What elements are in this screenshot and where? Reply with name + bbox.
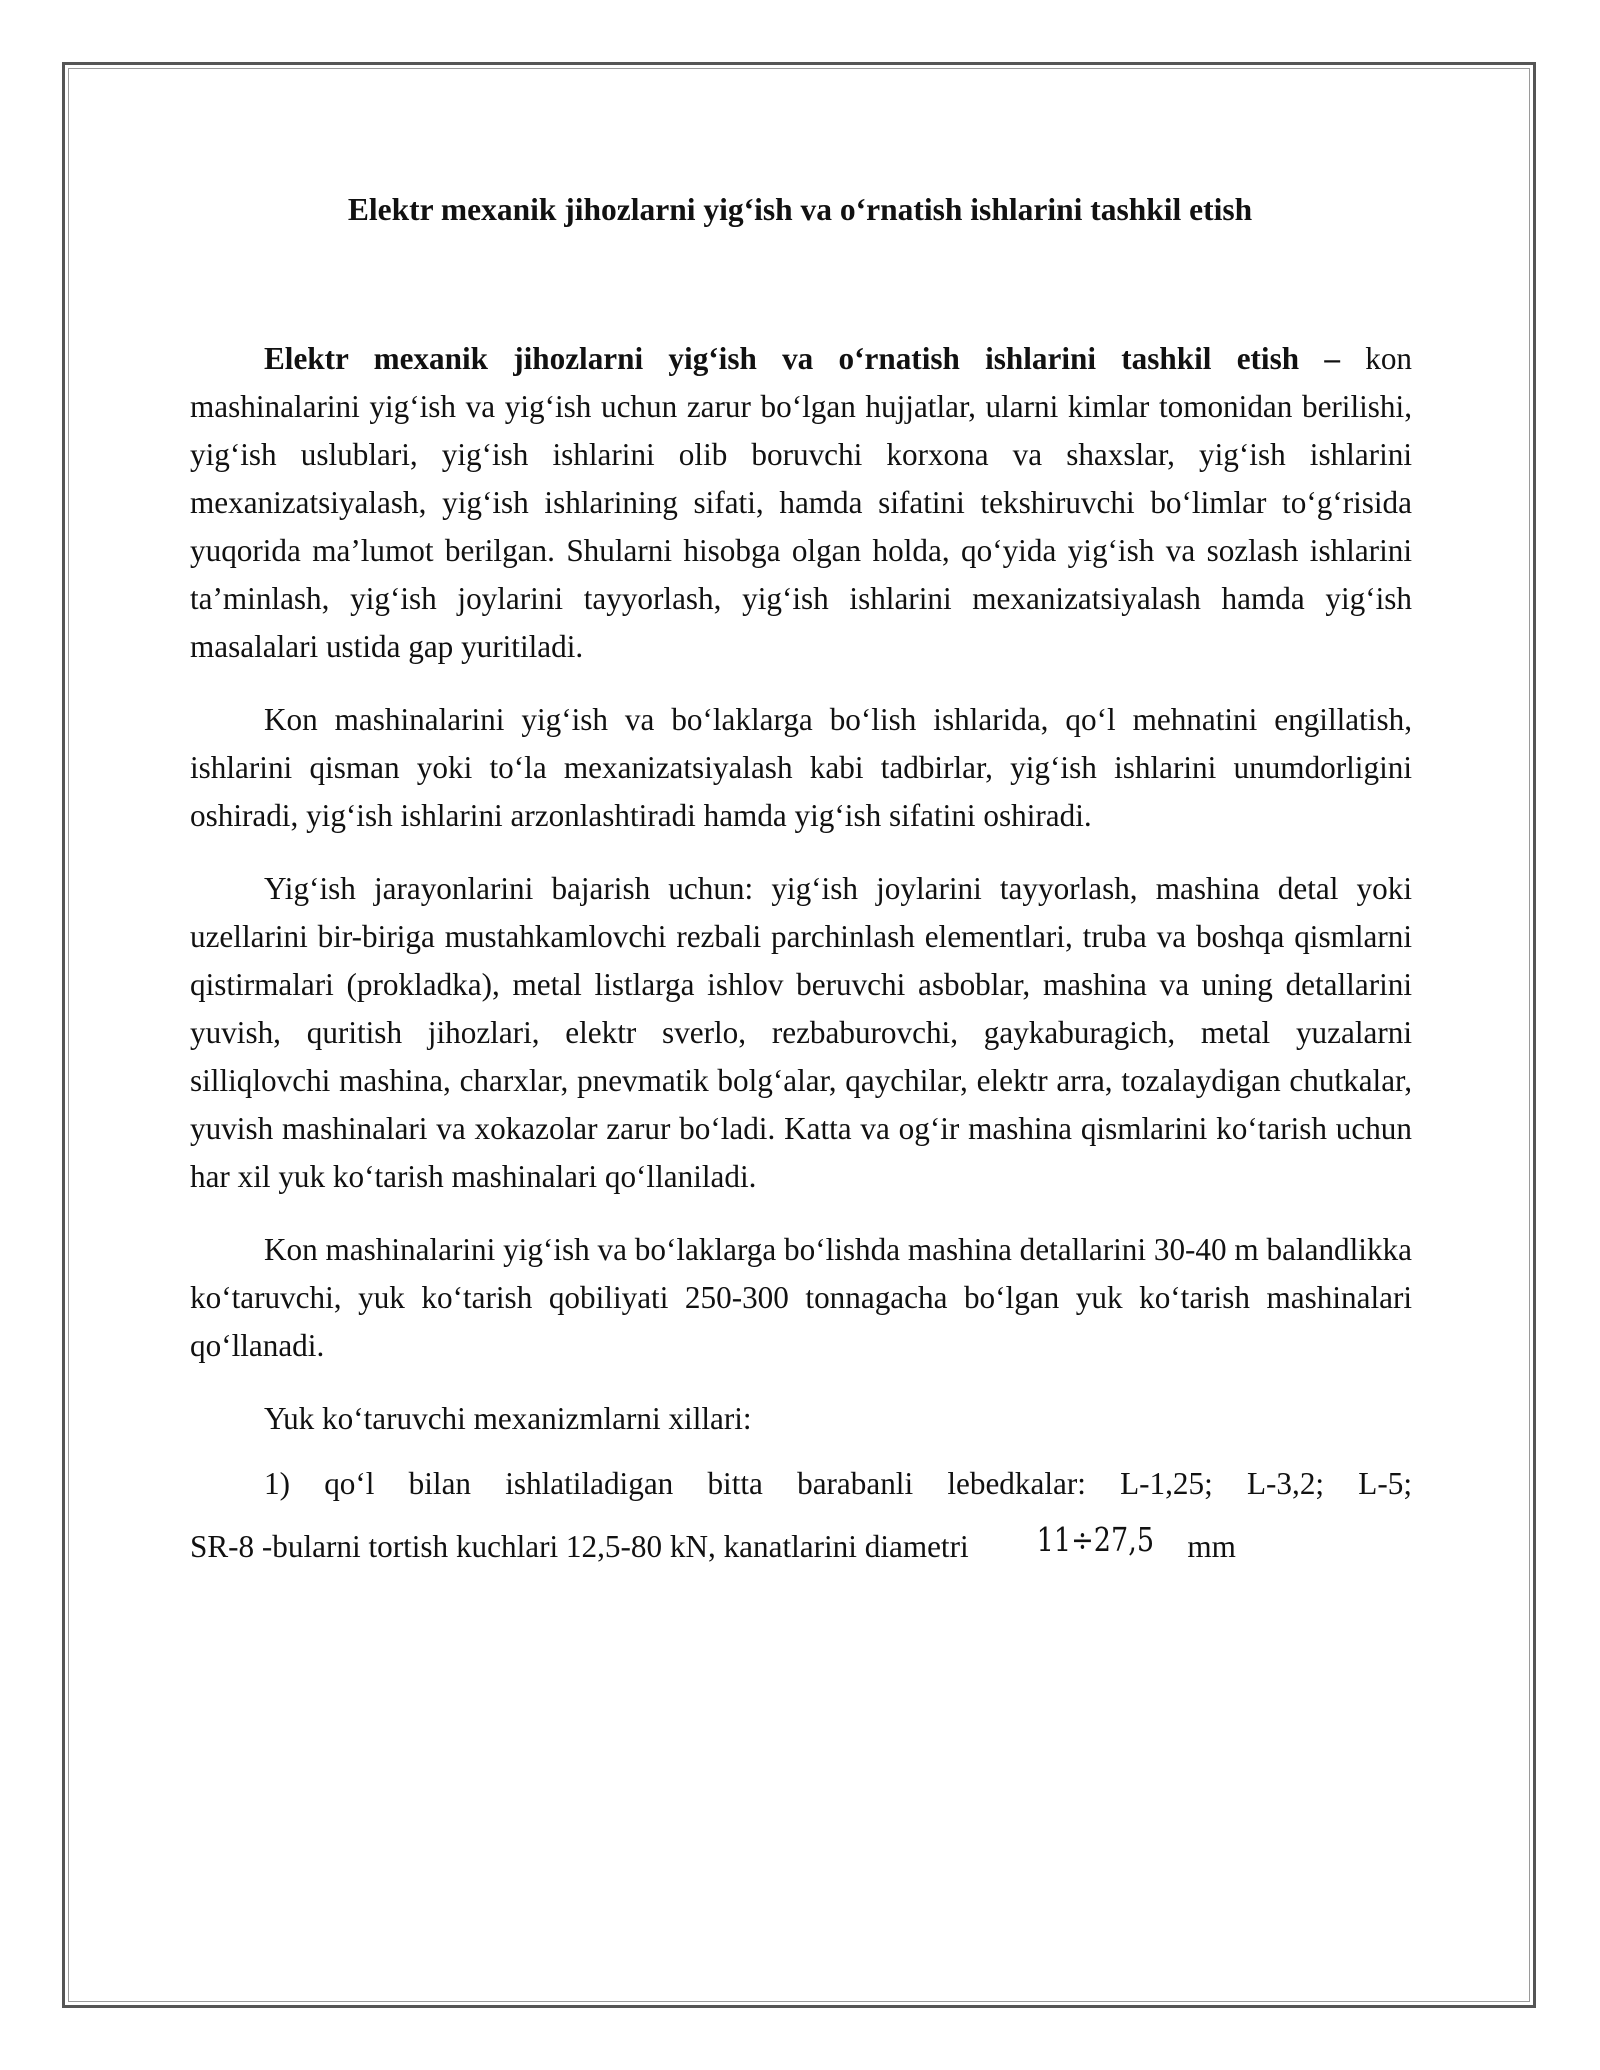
paragraph-intro (190, 335, 1412, 671)
paragraph-lifting-types-heading: Yuk ko‘taruvchi mexanizmlarni xillari: (264, 1401, 752, 1436)
diameter-formula: 11÷27,5 (1037, 1520, 1155, 1559)
document-title: Elektr mexanik jihozlarni yig‘ish va o‘rnatish ishlarini tashkil etish (347, 192, 1253, 227)
winches-line-2-start: SR-8 -bularni tortish kuchlari 12,5-80 kN, kanatlarini diametri (190, 1529, 977, 1564)
paragraph-intro-lead: Elektr mexanik jihozlarni yig‘ish va o‘rnatish ishlarini tashkil etish – (264, 341, 1340, 376)
paragraph-winches (190, 1460, 1412, 1579)
paragraph-intro-text: kon mashinalarini yig‘ish va yig‘ish uchun zarur bo‘lgan hujjatlar, ularni kimlar tomonidan berilishi, yig‘ish uslublari, yig‘ish ishlarini olib boruvchi korxona va shaxslar, yig‘ish ishlarini mexanizatsiyalash, yig‘ish ishlarining sifati, hamda sifatini tekshiruvchi bo‘limlar to‘g‘risida yuqorida ma’lumot berilgan. Shularni hisobga olgan holda, qo‘yida yig‘ish va sozlash ishlarini ta’minlash, yig‘ish joylarini tayyorlash, yig‘ish ishlarini mexanizatsiyalash hamda yig‘ish masalalari ustida gap yuritiladi. (190, 341, 1413, 664)
paragraph-assembly-tools: Yig‘ish jarayonlarini bajarish uchun: yig‘ish joylarini tayyorlash, mashina detal yoki uzellarini bir-biriga mustahkamlovchi rezbali parchinlash elementlari, truba va boshqa qismlarni qistirmalari (prokladka), metal listlarga ishlov beruvchi asboblar, mashina va uning detallarini yuvish, quritish jihozlari, elektr sverlo, rezbaburovchi, gaykaburagich, metal yuzalarni silliqlovchi mashina, charxlar, pnevmatik bolg‘alar, qaychilar, elektr arra, tozalaydigan chutkalar, yuvish mashinalari va xokazolar zarur bo‘ladi. Katta va og‘ir mashina qismlarini ko‘tarish uchun har xil yuk ko‘tarish mashinalari qo‘llaniladi. (190, 871, 1412, 1194)
paragraph-lifting-machines: Kon mashinalarini yig‘ish va bo‘laklarga bo‘lishda mashina detallarini 30-40 m balandlikka ko‘taruvchi, yuk ko‘tarish qobiliyati 250-300 tonnagacha bo‘lgan yuk ko‘tarish mashinalari qo‘llanadi. (190, 1232, 1412, 1363)
document-body (190, 335, 1412, 1604)
winches-line-2-unit: mm (1179, 1529, 1236, 1564)
winches-line-1: 1) qo‘l bilan ishlatiladigan bitta barabanli lebedkalar: L-1,25; L-3,2; L-5; (264, 1466, 1412, 1501)
paragraph-mechanization: Kon mashinalarini yig‘ish va bo‘laklarga bo‘lish ishlarida, qo‘l mehnatini engillatish, ishlarini qisman yoki to‘la mexanizatsiyalash kabi tadbirlar, yig‘ish ishlarini unumdorligini oshiradi, yig‘ish ishlarini arzonlashtiradi hamda yig‘ish sifatini oshiradi. (190, 702, 1412, 833)
